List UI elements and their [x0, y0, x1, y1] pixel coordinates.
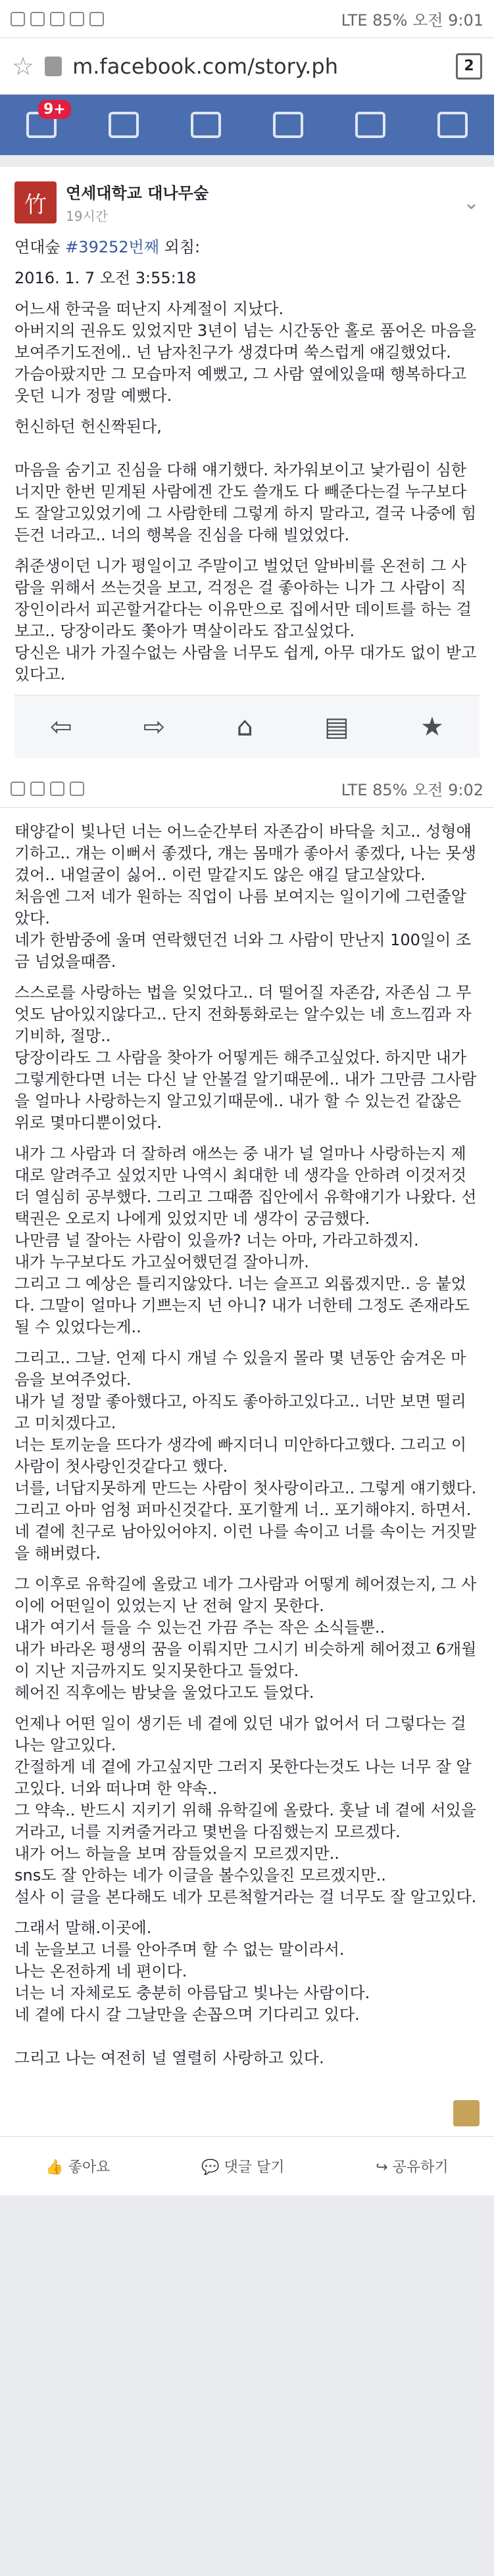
browser-nav-bar — [14, 695, 480, 758]
post-paragraph: 언제나 어떤 일이 생기든 네 곁에 있던 내가 없어서 더 그렇다는 걸 나는 알고있다. 간절하게 네 곁에 가고싶지만 그러지 못한다는것도 나는 너무 잘 알고있다. 너와 떠나며 한 약속.. 그 약속.. 반드시 지키기 위해 유학길에 올랐다. 훗날 네 곁에 서있을거라고, 너를 지켜줄거라고 몇번을 다짐했는지 모르겠다. 내가 어느 하늘을 보며 잠들었을지 모르겠지만.. sns도 잘 안하는 네가 이글을 볼수있을진 모르겠지만.. 설사 이 글을 본다해도 네가 모른척할거라는 걸 너무도 잘 알고있다. — [14, 1714, 477, 1906]
avatar[interactable]: 竹 — [14, 181, 57, 223]
action-bar — [0, 2136, 494, 2195]
share-button[interactable]: ↪ 공유하기 — [376, 2159, 449, 2176]
post-card — [0, 167, 494, 770]
menu-icon[interactable] — [437, 112, 468, 138]
post-paragraph: 그리고.. 그날. 언제 다시 개널 수 있을지 몰라 몇 년동안 숨겨온 마음을 보여주었다. 내가 널 정말 좋아했다고, 아직도 좋아하고있다고.. 너만 보면 떨리고 미치겠다고. 너는 토끼눈을 뜨다가 생각에 빠지더니 미안하다고했다. 그리고 이 사람이 첫사랑인것같다고 했다. 너를, 너답지못하게 만드는 사람이 첫사랑이라고.. 그렇게 얘기했다. 그리고 아마 엄청 퍼마신것같다. 포기할게 너.. 포기해야지. 하면서. 네 곁에 친구로 남아있어야지. 이런 나를 속이고 너를 속이는 거짓말을 해버렸다. — [14, 1349, 477, 1562]
post-paragraph: 태양같이 빛나던 너는 어느순간부터 자존감이 바닥을 치고.. 성형얘기하고.. 걔는 이뻐서 좋겠다, 걔는 몸매가 좋아서 좋겠다, 나는 못생겼어.. 내얼굴이 싫어.. 이런 말같지도 않은 얘길 달고살았다. 처음엔 그저 네가 원하는 직업이 나름 보여지는 일이기에 그런줄알았다. 네가 한밤중에 울며 연락했던건 너와 그 사람이 만난지 100일이 조금 넘었을때쯤. — [14, 822, 476, 971]
reaction-thumbnail[interactable] — [453, 2100, 480, 2126]
post-paragraph: 2016. 1. 7 오전 3:55:18 — [14, 269, 197, 287]
more-options-icon[interactable]: ⌄ — [462, 191, 480, 214]
url-text[interactable]: m.facebook.com/story.ph — [72, 53, 338, 79]
forward-icon[interactable]: ⇨ — [143, 711, 166, 742]
post-paragraph: 어느새 한국을 떠난지 사계절이 지났다. 아버지의 권유도 있었지만 3년이 넘는 시간동안 홀로 품어온 마음을 보여주기도전에.. 넌 남자친구가 생겼다며 쑥스럽게 얘길했었다. 가슴아팠지만 그 모습마저 예뻤고, 그 사람 옆에있을때 행복하다고 웃던 니가 정말 예뻤다. — [14, 300, 477, 405]
page-name[interactable]: 연세대학교 대나무숲 — [66, 184, 209, 202]
bookmark-icon[interactable]: ★ — [420, 711, 444, 742]
globe-icon[interactable] — [273, 112, 303, 138]
bookmark-star-icon[interactable]: ☆ — [12, 51, 35, 81]
notification-badge: 9+ — [38, 100, 71, 119]
messages-icon[interactable] — [191, 112, 221, 138]
post-card-continued — [0, 808, 494, 2090]
post-paragraph: 취준생이던 니가 평일이고 주말이고 벌었던 알바비를 온전히 그 사람을 위해서 쓰는것을 보고, 걱정은 걸 좋아하는 니가 그 사람이 직장인이라서 피곤할거같다는 이유만으로 집에서만 데이트를 하는 걸 보고.. 당장이라도 쫓아가 멱살이라도 잡고싶었다. 당신은 내가 가질수없는 사람을 너무도 쉽게, 아무 대가도 없이 받고있다고. — [14, 557, 477, 684]
post-header — [14, 180, 480, 225]
post-paragraph: 스스로를 사랑하는 법을 잊었다고.. 더 떨어질 자존감, 자존심 그 무엇도 남아있지않다고.. 단지 전화통화로는 알수있는 네 흐느낌과 자기비하, 절망.. 당장이라도 그 사람을 찾아가 어떻게든 해주고싶었다. 하지만 내가 그렇게한다면 너는 다신 날 안볼걸 알기때문에.. 내가 그만큼 그사람을 얼마나 사랑하는지 알고있기때문에.. 내가 할 수 있는건 같잖은 위로 몇마디뿐이었다. — [14, 983, 477, 1132]
post-time[interactable]: 19시간 — [66, 208, 109, 224]
reaction-row — [0, 2090, 494, 2136]
facebook-top-bar — [0, 95, 494, 155]
back-icon[interactable]: ⇦ — [50, 711, 72, 742]
search-icon[interactable] — [355, 112, 385, 138]
friends-icon[interactable] — [109, 112, 139, 138]
post-paragraph: 헌신하던 헌신짝된다, 마음을 숨기고 진심을 다해 얘기했다. 차가워보이고 낯가림이 심한 너지만 한번 믿게된 사람에겐 간도 쓸개도 다 빼준다는걸 누구보다도 잘알고있었기에 그 사람한테 그렇게 하지 말라고, 결국 나중에 힘든건 너라고.. 너의 행복을 진심을 다해 빌었었다. — [14, 417, 477, 544]
reader-icon[interactable]: ▤ — [324, 711, 349, 742]
post-body — [14, 821, 480, 2069]
tabs-button[interactable]: 2 — [456, 53, 482, 80]
post-title: 연대숲 #39252번째 외침: — [14, 238, 201, 256]
lock-icon — [45, 57, 62, 76]
post-paragraph: 그 이후로 유학길에 올랐고 네가 그사람과 어떻게 헤어졌는지, 그 사이에 어떤일이 있었는지 난 전혀 알지 못한다. 내가 여기서 들을 수 있는건 가끔 주는 작은 소식들뿐.. 내가 바라온 평생의 꿈을 이뤄지만 그시기 비슷하게 헤어졌고 6개월이 지난 지금까지도 잊지못한다고 들었다. 헤어진 직후에는 밤낮을 울었다고도 들었다. — [14, 1575, 477, 1702]
post-body — [14, 237, 480, 686]
hashtag-link[interactable]: #39252번째 — [65, 238, 160, 256]
post-paragraph: 그래서 말해.이곳에. 네 눈을보고 너를 안아주며 할 수 없는 말이라서. 나는 온전하게 네 편이다. 너는 너 자체로도 충분히 아름답고 빛나는 사람이다. 네 곁에 다시 갈 그날만을 손꼽으며 기다리고 있다. 그리고 나는 여전히 널 열렬히 사랑하고 있다. — [14, 1919, 370, 2067]
status-bar-2: LTE 85% 오전 9:02 — [0, 770, 494, 808]
url-bar[interactable] — [0, 38, 494, 95]
status-bar: LTE 85% 오전 9:01 — [0, 0, 494, 38]
comment-button[interactable]: 💬 댓글 달기 — [201, 2159, 285, 2176]
home-icon[interactable]: ⌂ — [236, 711, 253, 742]
post-paragraph: 내가 그 사람과 더 잘하려 애쓰는 중 내가 널 얼마나 사랑하는지 제대로 알려주고 싶었지만 나역시 최대한 네 생각을 안하려 이것저것 더 열심히 공부했다. 그리고 그때쯤 집안에서 유학얘기가 나왔다. 선택권은 오로지 나에게 있었지만 네 생각이 궁금했다. 나만큼 널 잘아는 사람이 있을까? 너는 아마, 가라고하겠지. 내가 누구보다도 가고싶어했던걸 잘아니까. 그리고 그 예상은 틀리지않았다. 너는 슬프고 외롭겠지만.. 응 붙었다. 그말이 얼마나 기쁘는지 넌 아니? 내가 너한테 그정도 존재라도 될 수 있었다는게.. — [14, 1144, 477, 1336]
like-button[interactable]: 👍 좋아요 — [45, 2159, 111, 2176]
